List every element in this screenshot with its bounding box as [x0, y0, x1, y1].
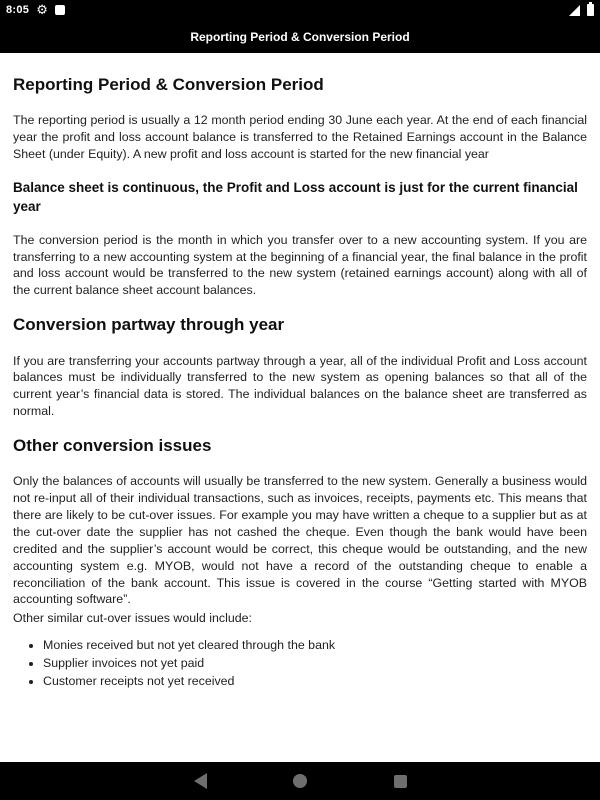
- heading-other-conversion-issues: Other conversion issues: [13, 436, 212, 456]
- paragraph-reporting-period: The reporting period is usually a 12 month period ending 30 June each year. At the end of each financial year the profit and loss account balance is transferred to the Retained Earnings account in the Balance Sheet (under Equity). A new profit and loss account is started for the new financial year: [13, 113, 587, 162]
- back-icon: [194, 773, 207, 789]
- status-bar-left: [6, 1, 65, 17]
- android-nav-bar: [0, 762, 600, 800]
- article-scroll-area[interactable]: [0, 53, 600, 762]
- list-item: • Supplier invoices not yet paid: [43, 655, 587, 673]
- paragraph-cutover-leadin: Other similar cut-over issues would include:: [13, 611, 252, 626]
- paragraph-partway-transfer: If you are transferring your accounts partway through a year, all of the individual Profit and Loss account balances must be individually transferred to the new system as opening balances so that all of the current year’s financial data is stored. The individual balances on the balance sheet are transferred as normal.: [13, 353, 587, 419]
- list-item: • Customer receipts not yet received: [43, 673, 587, 691]
- heading-conversion-partway: Conversion partway through year: [13, 315, 285, 335]
- app-bar: [0, 20, 600, 53]
- heading-balance-sheet-continuous: Balance sheet is continuous, the Profit and Loss account is just for the current financial year: [13, 179, 578, 214]
- paragraph-cutover-issues: Only the balances of accounts will usually be transferred to the new system. Generally a business would not re-input all of their individual transactions, such as invoices, receipts, payments etc. This means that there are likely to be cut-over issues. For example you may have written a cheque to a supplier but as at the cut-over date the supplier has not cashed the cheque. Even though the bank would have been credited and the supplier’s account would be correct, this cheque would be outstanding, and the new accounting system e.g. MYOB, would not have a record of the outstanding cheque to enable a reconciliation of the bank account. This issue is covered in the course “Getting started with MYOB accounting software”.: [13, 474, 587, 607]
- status-bar: [0, 0, 600, 20]
- list-item: • Monies received but not yet cleared through the bank: [43, 637, 587, 655]
- article-title: Reporting Period & Conversion Period: [13, 75, 324, 94]
- gear-icon: ⚙: [36, 1, 48, 17]
- app-notification-icon: [55, 5, 65, 15]
- battery-icon: [587, 4, 594, 16]
- recents-button[interactable]: [378, 762, 422, 800]
- recents-icon: [394, 775, 407, 788]
- status-clock: 8:05: [6, 4, 30, 16]
- home-icon: [293, 774, 307, 788]
- signal-icon: [569, 5, 580, 16]
- paragraph-conversion-period: The conversion period is the month in which you transfer over to a new accounting system. If you are transferring to a new accounting system at the beginning of a financial year, the final balance in the profit and loss account would be transferred to the new system (retained earnings account) along with all of the current balance sheet account balances.: [13, 232, 587, 298]
- back-button[interactable]: [178, 762, 222, 800]
- app-bar-title: Reporting Period & Conversion Period: [190, 29, 410, 44]
- status-bar-right: [569, 4, 594, 16]
- cutover-issues-list: [43, 637, 587, 691]
- home-button[interactable]: [278, 762, 322, 800]
